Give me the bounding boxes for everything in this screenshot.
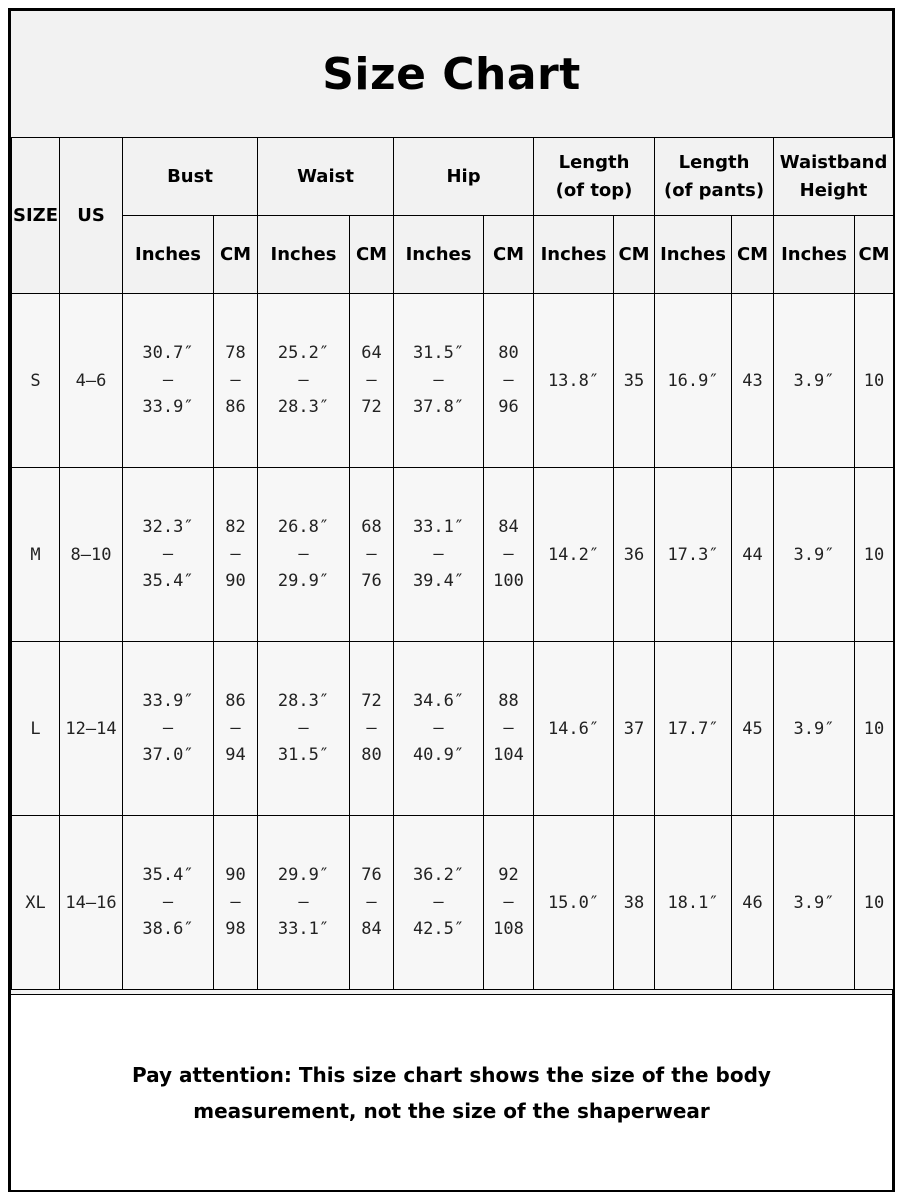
range-separator: –: [162, 718, 174, 738]
waist-inches-max: 31.5″: [277, 745, 330, 765]
cell-size: L: [12, 642, 60, 816]
hip-inches-max: 42.5″: [412, 919, 465, 939]
table-row: [12, 642, 894, 816]
hip-cm-min: 92: [498, 865, 519, 885]
waist-inches-max: 33.1″: [277, 919, 330, 939]
header-row-units: [12, 216, 894, 294]
title-area: [11, 11, 892, 137]
cell-hip-inches: [394, 294, 484, 468]
cell-pants-length-inches: 17.7″: [655, 642, 732, 816]
range-separator: –: [503, 718, 514, 738]
cell-us: 14–16: [60, 816, 123, 990]
bust-inches-max: 33.9″: [142, 397, 194, 417]
bust-cm-min: 90: [225, 865, 246, 885]
table-row: [12, 468, 894, 642]
cell-us: 8–10: [60, 468, 123, 642]
hip-cm-max: 104: [493, 745, 524, 765]
range-separator: –: [230, 370, 241, 390]
cell-bust-inches: [123, 294, 214, 468]
cell-pants-length-cm: 43: [732, 294, 774, 468]
header-bust: Bust: [123, 138, 258, 216]
hip-inches-max: 39.4″: [412, 571, 465, 591]
waist-inches-min: 28.3″: [277, 691, 330, 711]
header-length-pants-line1: Length: [678, 151, 750, 173]
cell-waist-cm: [350, 816, 394, 990]
unit-cm-waist: CM: [350, 216, 394, 294]
cell-hip-cm: [484, 468, 534, 642]
hip-cm-min: 84: [498, 517, 519, 537]
cell-hip-cm: [484, 816, 534, 990]
range-separator: –: [366, 718, 377, 738]
size-table: [11, 137, 894, 990]
range-separator: –: [366, 892, 377, 912]
cell-waist-inches: [258, 642, 350, 816]
cell-waist-inches: [258, 816, 350, 990]
cell-top-length-inches: 13.8″: [534, 294, 614, 468]
waist-inches-min: 26.8″: [277, 517, 330, 537]
cell-top-length-inches: 14.2″: [534, 468, 614, 642]
cell-top-length-cm: 38: [614, 816, 655, 990]
hip-inches-min: 33.1″: [412, 517, 465, 537]
cell-top-length-cm: 36: [614, 468, 655, 642]
cell-waist-inches: [258, 468, 350, 642]
attention-note: [92, 1057, 812, 1129]
cell-hip-inches: [394, 468, 484, 642]
size-rows: [12, 294, 894, 990]
bust-cm-min: 82: [225, 517, 246, 537]
cell-top-length-cm: 37: [614, 642, 655, 816]
waist-inches-max: 28.3″: [277, 397, 330, 417]
bust-inches-max: 35.4″: [142, 571, 194, 591]
size-chart-frame: [8, 8, 895, 1192]
cell-hip-inches: [394, 816, 484, 990]
range-separator: –: [162, 892, 174, 912]
cell-pants-length-inches: 16.9″: [655, 294, 732, 468]
waist-cm-max: 84: [361, 919, 382, 939]
cell-hip-cm: [484, 642, 534, 816]
cell-waistband-cm: 10: [855, 294, 894, 468]
cell-waistband-cm: 10: [855, 468, 894, 642]
header-us: US: [60, 138, 123, 294]
cell-bust-cm: [214, 294, 258, 468]
waist-cm-min: 64: [361, 343, 382, 363]
unit-cm-bust: CM: [214, 216, 258, 294]
bust-cm-min: 86: [225, 691, 246, 711]
range-separator: –: [433, 718, 444, 738]
range-separator: –: [366, 544, 377, 564]
cell-waistband-inches: 3.9″: [774, 294, 855, 468]
unit-cm-hip: CM: [484, 216, 534, 294]
cell-waistband-inches: 3.9″: [774, 816, 855, 990]
range-separator: –: [230, 544, 241, 564]
unit-inches-hip: Inches: [394, 216, 484, 294]
range-separator: –: [230, 892, 241, 912]
header-length-top-line1: Length: [558, 151, 630, 173]
unit-inches-waist: Inches: [258, 216, 350, 294]
waist-cm-max: 80: [361, 745, 382, 765]
unit-inches-waistband: Inches: [774, 216, 855, 294]
range-separator: –: [433, 370, 444, 390]
header-waist: Waist: [258, 138, 394, 216]
hip-inches-max: 40.9″: [412, 745, 465, 765]
header-length-pants: [655, 138, 774, 216]
cell-pants-length-inches: 17.3″: [655, 468, 732, 642]
range-separator: –: [366, 370, 377, 390]
cell-hip-inches: [394, 642, 484, 816]
waist-inches-max: 29.9″: [277, 571, 330, 591]
bust-cm-max: 86: [225, 397, 246, 417]
unit-cm-top: CM: [614, 216, 655, 294]
hip-cm-min: 88: [498, 691, 519, 711]
range-separator: –: [433, 892, 444, 912]
cell-us: 12–14: [60, 642, 123, 816]
header-row-groups: [12, 138, 894, 216]
cell-size: XL: [12, 816, 60, 990]
unit-inches-pants: Inches: [655, 216, 732, 294]
cell-top-length-inches: 14.6″: [534, 642, 614, 816]
note-line-2: measurement, not the size of the shaperwear: [193, 1098, 710, 1123]
unit-inches-bust: Inches: [123, 216, 214, 294]
note-area: [11, 994, 892, 1190]
cell-waist-cm: [350, 468, 394, 642]
waist-cm-max: 76: [361, 571, 382, 591]
bust-cm-min: 78: [225, 343, 246, 363]
page-title: Size Chart: [322, 48, 581, 100]
bust-cm-max: 90: [225, 571, 246, 591]
waist-cm-min: 76: [361, 865, 382, 885]
cell-size: S: [12, 294, 60, 468]
cell-bust-cm: [214, 642, 258, 816]
unit-inches-top: Inches: [534, 216, 614, 294]
cell-size: M: [12, 468, 60, 642]
table-row: [12, 294, 894, 468]
waist-cm-max: 72: [361, 397, 382, 417]
bust-inches-max: 38.6″: [142, 919, 194, 939]
cell-pants-length-cm: 44: [732, 468, 774, 642]
header-length-top-line2: (of top): [555, 179, 633, 201]
header-hip: Hip: [394, 138, 534, 216]
hip-inches-min: 36.2″: [412, 865, 465, 885]
cell-pants-length-inches: 18.1″: [655, 816, 732, 990]
header-waistband-height: [774, 138, 894, 216]
cell-waist-cm: [350, 294, 394, 468]
waist-cm-min: 72: [361, 691, 382, 711]
hip-inches-min: 34.6″: [412, 691, 465, 711]
hip-cm-max: 96: [498, 397, 519, 417]
range-separator: –: [298, 718, 309, 738]
range-separator: –: [503, 370, 514, 390]
cell-waistband-cm: 10: [855, 816, 894, 990]
header-waistband-line2: Height: [799, 179, 868, 201]
bust-cm-max: 94: [225, 745, 246, 765]
unit-cm-waistband: CM: [855, 216, 894, 294]
cell-pants-length-cm: 46: [732, 816, 774, 990]
waist-cm-min: 68: [361, 517, 382, 537]
header-length-top: [534, 138, 655, 216]
cell-hip-cm: [484, 294, 534, 468]
bust-inches-min: 30.7″: [142, 343, 194, 363]
range-separator: –: [298, 544, 309, 564]
cell-pants-length-cm: 45: [732, 642, 774, 816]
waist-inches-min: 29.9″: [277, 865, 330, 885]
range-separator: –: [298, 892, 309, 912]
cell-bust-inches: [123, 468, 214, 642]
header-waistband-line1: Waistband: [779, 151, 888, 173]
cell-top-length-inches: 15.0″: [534, 816, 614, 990]
range-separator: –: [230, 718, 241, 738]
range-separator: –: [503, 892, 514, 912]
unit-cm-pants: CM: [732, 216, 774, 294]
hip-cm-max: 100: [493, 571, 524, 591]
table-row: [12, 816, 894, 990]
hip-inches-min: 31.5″: [412, 343, 465, 363]
header-size: SIZE: [12, 138, 60, 294]
cell-waist-cm: [350, 642, 394, 816]
range-separator: –: [503, 544, 514, 564]
cell-bust-cm: [214, 816, 258, 990]
note-line-1: Pay attention: This size chart shows the size of the body: [132, 1062, 771, 1087]
range-separator: –: [433, 544, 444, 564]
waist-inches-min: 25.2″: [277, 343, 330, 363]
cell-waistband-cm: 10: [855, 642, 894, 816]
cell-waistband-inches: 3.9″: [774, 468, 855, 642]
cell-us: 4–6: [60, 294, 123, 468]
range-separator: –: [162, 544, 174, 564]
bust-inches-min: 35.4″: [142, 865, 194, 885]
header-length-pants-line2: (of pants): [663, 179, 765, 201]
hip-cm-min: 80: [498, 343, 519, 363]
hip-cm-max: 108: [493, 919, 524, 939]
cell-bust-inches: [123, 642, 214, 816]
bust-cm-max: 98: [225, 919, 246, 939]
cell-bust-inches: [123, 816, 214, 990]
range-separator: –: [162, 370, 174, 390]
hip-inches-max: 37.8″: [412, 397, 465, 417]
cell-top-length-cm: 35: [614, 294, 655, 468]
range-separator: –: [298, 370, 309, 390]
bust-inches-max: 37.0″: [142, 745, 194, 765]
cell-waist-inches: [258, 294, 350, 468]
cell-bust-cm: [214, 468, 258, 642]
bust-inches-min: 33.9″: [142, 691, 194, 711]
bust-inches-min: 32.3″: [142, 517, 194, 537]
cell-waistband-inches: 3.9″: [774, 642, 855, 816]
